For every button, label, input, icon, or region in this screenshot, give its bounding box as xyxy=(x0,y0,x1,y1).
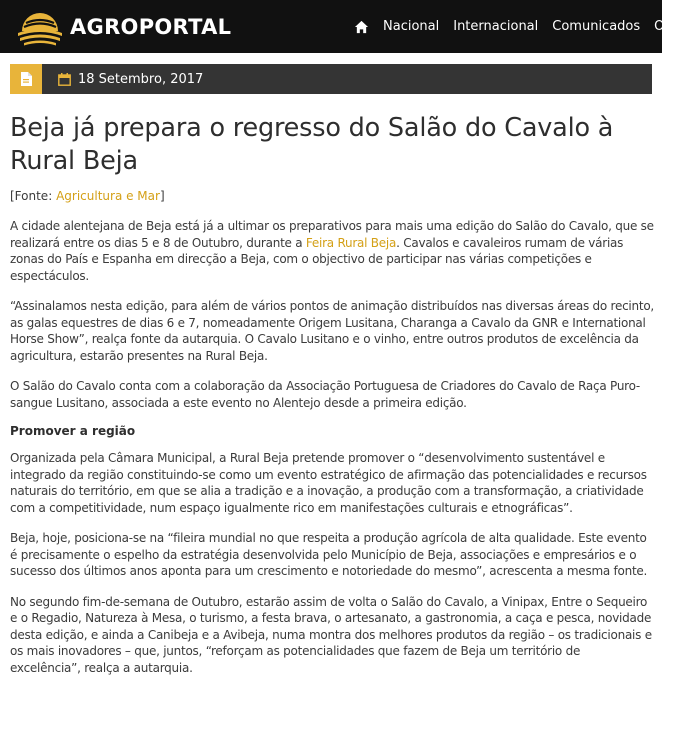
nav-item-opiniao[interactable]: Op xyxy=(654,19,673,34)
article-paragraph-3: O Salão do Cavalo conta com a colaboração da Associação Portuguesa de Criadores do Cavalo de Raça Puro-sangue Lusitano, associada a este evento no Alentejo desde a primeira edição. xyxy=(10,379,640,410)
article-title: Beja já prepara o regresso do Salão do Cavalo à Rural Beja xyxy=(10,113,614,176)
site-logo[interactable] xyxy=(16,0,231,53)
post-format-badge xyxy=(10,64,42,94)
article-paragraph-6: No segundo fim-de-semana de Outubro, estarão assim de volta o Salão do Cavalo, a Vinipax, Entre o Sequeiro e o Regadio, Natureza à Mesa, o turismo, a festa brava, o artesanato, a gastronomia, a caça e pesca, novidade desta edição, e ainda a Canibeja e a Avibeja, numa montra dos melhores produtos da região – os tradicionais e os mais inovadores – que, juntos, “reforçam as potencialidades que fazem de Beja um território de excelência”, realça a autarquia. xyxy=(10,594,652,675)
article-date: 18 Setembro, 2017 xyxy=(78,71,204,87)
main-nav xyxy=(354,0,687,53)
article xyxy=(10,112,654,676)
article-paragraph-1 xyxy=(10,218,654,284)
source-prefix: [Fonte: xyxy=(10,189,57,203)
article-paragraph-4: Organizada pela Câmara Municipal, a Rural Beja pretende promover o “desenvolvimento sustentável e integrado da região constituindo-se como um evento estratégico de afirmação das potencialidades e recursos naturais do território, em que se alia a tradição e a inovação, a produção com a transformação, a criatividade com a competitividade, num espaço igualmente rico em manifestações culturais e etnográficas”. xyxy=(10,451,647,515)
source-link[interactable]: Agricultura e Mar xyxy=(56,189,160,203)
article-source xyxy=(10,188,654,204)
paragraph-1-text-b: . Cavalos e cavaleiros rumam de várias zonas do País e Espanha em direcção a Beja, com o objectivo de participar nas várias competições e espectáculos. xyxy=(10,235,624,283)
logo-text: AGROPORTAL xyxy=(70,14,232,39)
paragraph-1-text-a: A cidade alentejana de Beja está já a ultimar os preparativos para mais uma edição do Salão do Cavalo, que se realizará entre os dias 5 e 8 de Outubro, durante a xyxy=(10,219,654,250)
article-paragraph-5: Beja, hoje, posiciona-se na “fileira mundial no que respeita a produção agrícola de alta qualidade. Este evento é precisamente o espelho da estratégia desenvolvida pelo Município de Beja, associações e empresários e o sucesso dos últimos anos aponta para um crescimento e notoriedade do mesmo”, acrescenta a mesma fonte. xyxy=(10,531,648,578)
calendar-icon xyxy=(58,73,71,86)
site-header xyxy=(0,0,673,53)
article-meta-bar xyxy=(10,64,652,94)
nav-item-comunicados[interactable]: Comunicados xyxy=(552,19,641,34)
nav-item-internacional[interactable]: Internacional xyxy=(453,19,539,34)
home-icon[interactable] xyxy=(354,20,369,34)
source-suffix: ] xyxy=(159,189,165,203)
article-paragraph-2: “Assinalamos nesta edição, para além de vários pontos de animação distribuídos nas diversas áreas do recinto, as galas equestres de dias 6 e 7, nomeadamente Origem Lusitana, Charanga a Cavalo da GNR e International Horse Show”, realça fonte da autarquia. O Cavalo Lusitano e o vinho, entre outros produtos de excelência da agricultura, estarão presentes na Rural Beja. xyxy=(10,299,654,363)
document-icon xyxy=(20,72,32,86)
sun-field-logo-icon xyxy=(16,7,64,47)
article-subheading: Promover a região xyxy=(10,424,136,438)
nav-item-nacional[interactable]: Nacional xyxy=(383,19,440,34)
feira-rural-beja-link[interactable]: Feira Rural Beja xyxy=(305,235,397,250)
